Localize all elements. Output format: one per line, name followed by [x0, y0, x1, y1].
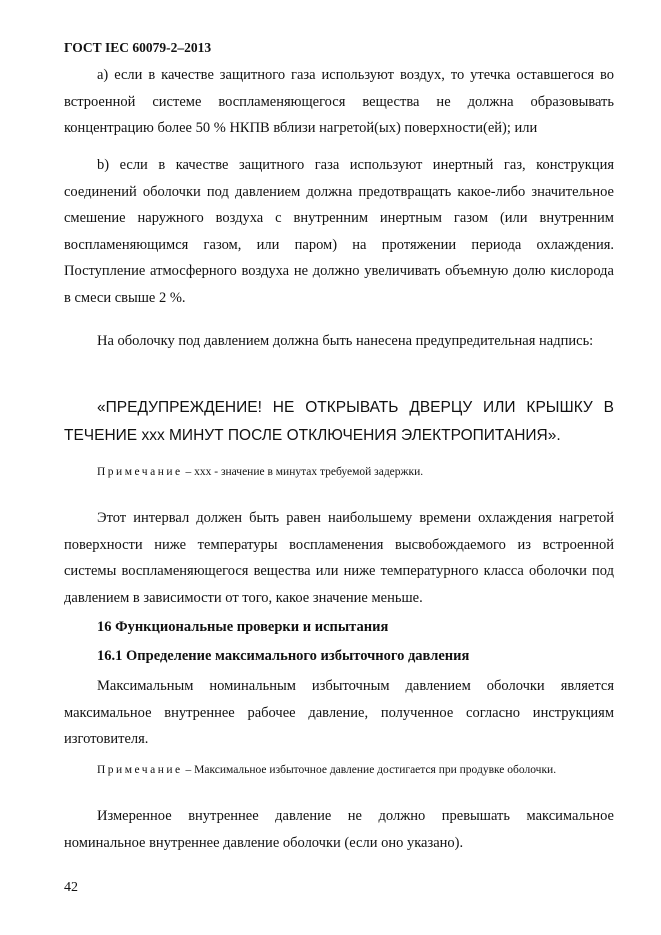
note-label: Примечание — [97, 764, 183, 776]
note-text: Максимальное избыточное давление достигается при продувке оболочки. — [194, 764, 557, 776]
page-number: 42 — [64, 880, 78, 895]
note-label: Примечание — [97, 466, 183, 478]
paragraph-interval: Этот интервал должен быть равен наибольшему времени охлаждения нагретой поверхности ниже температуры воспламенения высвобождаемого из встроенной системы воспламеняющегося вещества или ниже температурного класса оболочки под давлением в зависимости от того, какое значение меньше. — [64, 510, 614, 606]
paragraph-warning-label: На оболочку под давлением должна быть нанесена предупредительная надпись: — [97, 333, 594, 349]
paragraph-a: а) если в качестве защитного газа используют воздух, то утечка оставшегося во встроенной системе воспламеняющегося вещества не должна образовывать концентрацию более 50 % НКПВ вблизи нагретой(ых) поверхности(ей); или — [64, 67, 614, 136]
paragraph-measured-pressure: Измеренное внутреннее давление не должно превышать максимальное номинальное внутреннее давление оболочки (если оно указано). — [64, 808, 614, 851]
section-heading-16-1: 16.1 Определение максимального избыточного давления — [97, 648, 470, 664]
paragraph-b: b) если в качестве защитного газа используют инертный газ, конструкция соединений оболочки под давлением должна предотвращать какое-либо значительное смешение наружного воздуха с внутренним инертным газом (или внутренним воспламеняющимся газом, или паром) на протяжении периода охлаждения. Поступление атмосферного воздуха не должно увеличивать объемную долю кислорода в смеси свыше 2 %. — [64, 157, 614, 306]
note-dash: – — [182, 764, 195, 776]
note-text: ххх - значение в минутах требуемой задержки. — [194, 466, 424, 478]
paragraph-max-pressure: Максимальным номинальным избыточным давлением оболочки является максимальное внутреннее рабочее давление, полученное согласно инструкциям изготовителя. — [64, 678, 614, 747]
note-2 — [64, 760, 614, 781]
warning-inscription: «ПРЕДУПРЕЖДЕНИЕ! НЕ ОТКРЫВАТЬ ДВЕРЦУ ИЛИ КРЫШКУ В ТЕЧЕНИЕ xxx МИНУТ ПОСЛЕ ОТКЛЮЧЕНИЯ ЭЛЕКТРОПИТАНИЯ». — [64, 399, 614, 444]
note-dash: – — [182, 466, 195, 478]
document-header: ГОСТ IEC 60079-2–2013 — [64, 40, 212, 55]
section-heading-16: 16 Функциональные проверки и испытания — [97, 619, 389, 635]
note-1 — [64, 462, 614, 483]
